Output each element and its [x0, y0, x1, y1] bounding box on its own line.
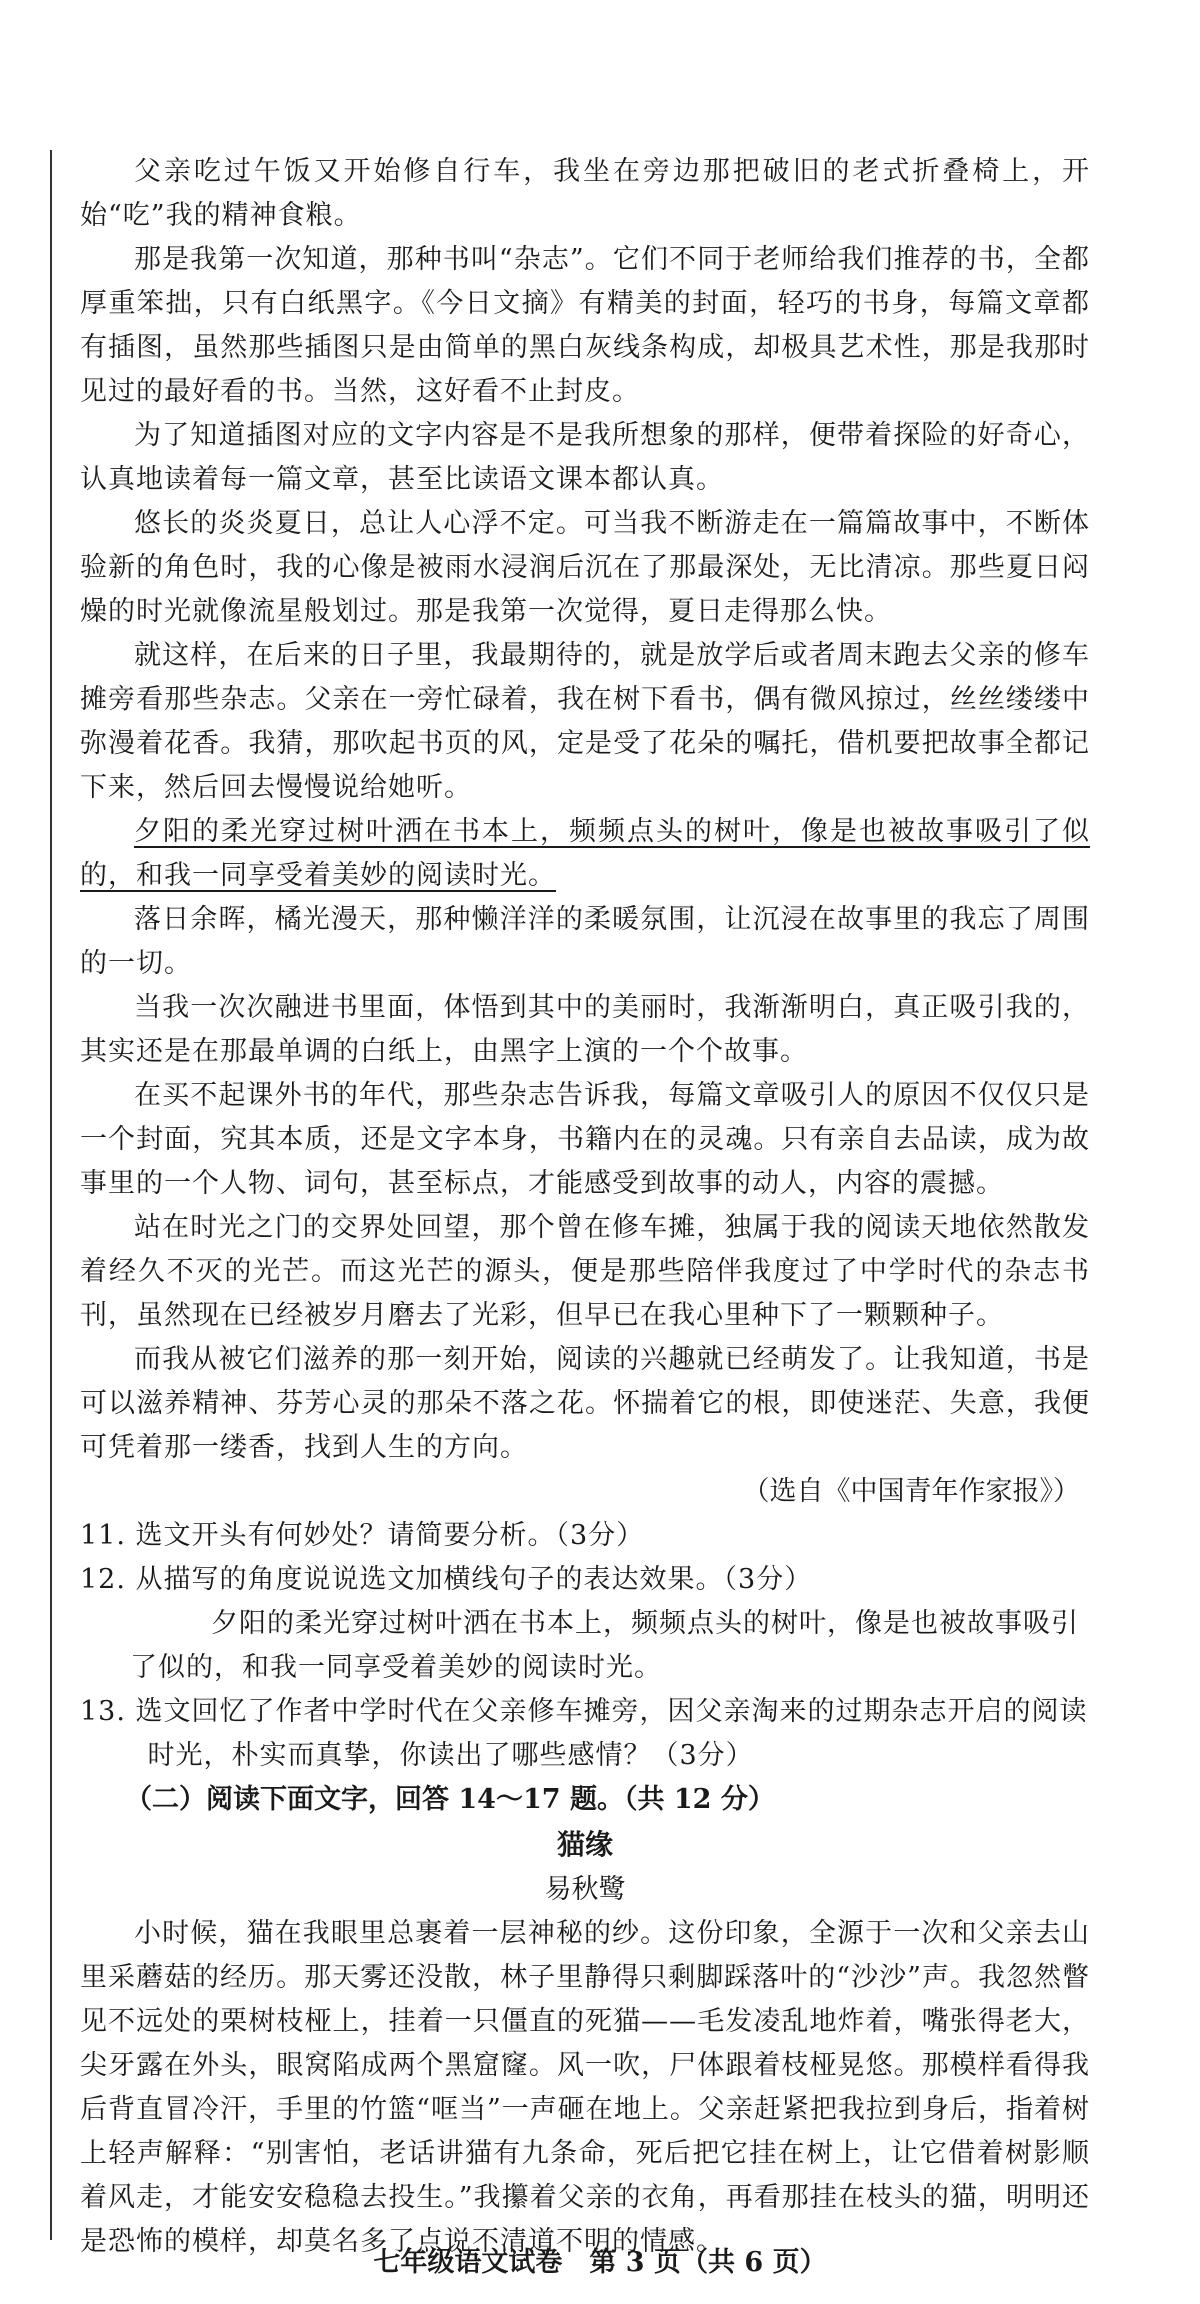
passage-paragraph: 站在时光之门的交界处回望，那个曾在修车摊，独属于我的阅读天地依然散发着经久不灭的光芒。而这光芒的源头，便是那些陪伴我度过了中学时代的杂志书刊，虽然现在已经被岁月磨去了光彩，但早已在我心里种下了一颗颗种子。	[80, 1212, 1090, 1331]
article-title: 猫缘	[556, 1828, 613, 1861]
passage-paragraph: 为了知道插图对应的文字内容是不是我所想象的那样，便带着探险的好奇心，认真地读着每一篇文章，甚至比读语文课本都认真。	[80, 420, 1090, 495]
passage-paragraph: 而我从被它们滋养的那一刻开始，阅读的兴趣就已经萌发了。让我知道，书是可以滋养精神、芬芳心灵的那朵不落之花。怀揣着它的根，即使迷茫、失意，我便可凭着那一缕香，找到人生的方向。	[80, 1344, 1090, 1463]
passage-paragraph: 在买不起课外书的年代，那些杂志告诉我，每篇文章吸引人的原因不仅仅只是一个封面，究其本质，还是文字本身，书籍内在的灵魂。只有亲自去品读，成为故事里的一个人物、词句，甚至标点，才能感受到故事的动人，内容的震撼。	[80, 1080, 1090, 1199]
passage-paragraph: 那是我第一次知道，那种书叫“杂志”。它们不同于老师给我们推荐的书，全都厚重笨拙，只有白纸黑字。《今日文摘》有精美的封面，轻巧的书身，每篇文章都有插图，虽然那些插图只是由简单的黑白灰线条构成，却极具艺术性，那是我那时见过的最好看的书。当然，这好看不止封皮。	[80, 244, 1090, 407]
passage-paragraph: 就这样，在后来的日子里，我最期待的，就是放学后或者周末跑去父亲的修车摊旁看那些杂志。父亲在一旁忙碌着，我在树下看书，偶有微风掠过，丝丝缕缕中弥漫着花香。我猜，那吹起书页的风，定是受了花朵的嘱托，借机要把故事全都记下来，然后回去慢慢说给她听。	[80, 640, 1090, 803]
page-content	[80, 150, 1090, 2264]
passage-paragraph: 悠长的炎炎夏日，总让人心浮不定。可当我不断游走在一篇篇故事中，不断体验新的角色时，我的心像是被雨水浸润后沉在了那最深处，无比清凉。那些夏日闷燥的时光就像流星般划过。那是我第一次觉得，夏日走得那么快。	[80, 508, 1090, 627]
passage-paragraph: 落日余晖，橘光漫天，那种懒洋洋的柔暖氛围，让沉浸在故事里的我忘了周围的一切。	[80, 904, 1090, 979]
binding-margin-line	[50, 150, 52, 2240]
question-12-quote: 夕阳的柔光穿过树叶洒在书本上，频频点头的树叶，像是也被故事吸引了似的，和我一同享受着美妙的阅读时光。	[130, 1608, 1079, 1683]
page-footer: 七年级语文试卷 第 3 页（共 6 页）	[373, 2247, 827, 2278]
passage-paragraph: 当我一次次融进书里面，体悟到其中的美丽时，我渐渐明白，真正吸引我的，其实还是在那最单调的白纸上，由黑字上演的一个个故事。	[80, 992, 1090, 1067]
article-paragraph: 小时候，猫在我眼里总裹着一层神秘的纱。这份印象，全源于一次和父亲去山里采蘑菇的经历。那天雾还没散，林子里静得只剩脚踩落叶的“沙沙”声。我忽然瞥见不远处的栗树枝桠上，挂着一只僵直的死猫——毛发凌乱地炸着，嘴张得老大，尖牙露在外头，眼窝陷成两个黑窟窿。风一吹，尸体跟着枝桠晃悠。那模样看得我后背直冒冷汗，手里的竹篮“哐当”一声砸在地上。父亲赶紧把我拉到身后，指着树上轻声解释：“别害怕，老话讲猫有九条命，死后把它挂在树上，让它借着树影顺着风走，才能安安稳稳去投生。”我攥着父亲的衣角，再看那挂在枝头的猫，明明还是恐怖的模样，却莫名多了点说不清道不明的情感。	[80, 1918, 1090, 2257]
passage-source: （选自《中国青年作家报》）	[742, 1476, 1080, 1507]
section-2-heading: （二）阅读下面文字，回答 14～17 题。（共 12 分）	[125, 1784, 775, 1815]
article-author: 易秋鹭	[544, 1874, 626, 1905]
question-13: 13. 选文回忆了作者中学时代在父亲修车摊旁，因父亲淘来的过期杂志开启的阅读时光，朴实而真挚，你读出了哪些感情？（3分）	[80, 1696, 1088, 1771]
passage-paragraph: 父亲吃过午饭又开始修自行车，我坐在旁边那把破旧的老式折叠椅上，开始“吃”我的精神食粮。	[80, 156, 1090, 231]
question-12: 12. 从描写的角度说说选文加横线句子的表达效果。（3分）	[80, 1564, 813, 1595]
underlined-sentence: 夕阳的柔光穿过树叶洒在书本上，频频点头的树叶，像是也被故事吸引了似的，和我一同享受着美妙的阅读时光。	[80, 816, 1090, 891]
question-11: 11. 选文开头有何妙处？请简要分析。（3分）	[80, 1520, 645, 1551]
